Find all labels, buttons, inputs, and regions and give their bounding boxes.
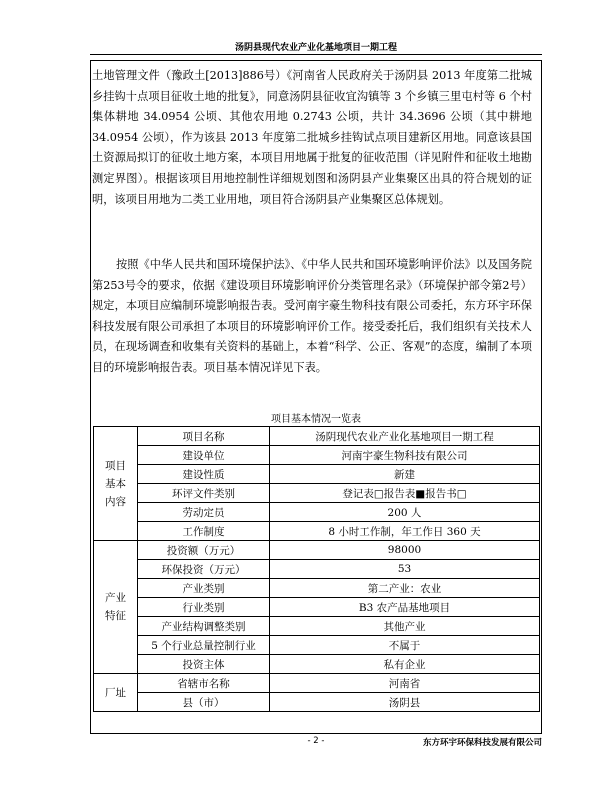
row-value: 不属于 <box>270 636 540 655</box>
row-label: 环评文件类别 <box>138 484 270 503</box>
row-value: 8 小时工作制，年工作日 360 天 <box>270 522 540 541</box>
row-value: 第二产业：农业 <box>270 579 540 598</box>
row-label: 省辖市名称 <box>138 674 270 693</box>
table-row <box>94 655 540 674</box>
page-header <box>90 38 542 55</box>
table-row <box>94 503 540 522</box>
row-value: 河南宇豪生物科技有限公司 <box>270 446 540 465</box>
row-value: 200 人 <box>270 503 540 522</box>
row-value: 登记表□报告表■报告书□ <box>270 484 540 503</box>
row-label: 县（市） <box>138 693 270 712</box>
group-label: 厂址 <box>94 674 138 712</box>
table-row <box>94 560 540 579</box>
row-value: 汤阴县 <box>270 693 540 712</box>
row-label: 建设性质 <box>138 465 270 484</box>
table-row <box>94 427 540 446</box>
row-label: 产业类别 <box>138 579 270 598</box>
table-row <box>94 674 540 693</box>
row-label: 建设单位 <box>138 446 270 465</box>
row-label: 劳动定员 <box>138 503 270 522</box>
table-row <box>94 636 540 655</box>
row-value: B3 农产品基地项目 <box>270 598 540 617</box>
table-row <box>94 484 540 503</box>
table-row <box>94 693 540 712</box>
table-row <box>94 541 540 560</box>
group-label: 产业 特征 <box>94 541 138 674</box>
table-row <box>94 522 540 541</box>
project-info-table <box>93 426 540 712</box>
row-label: 产业结构调整类别 <box>138 617 270 636</box>
footer-company: 东方环宇环保科技发展有限公司 <box>422 738 542 748</box>
table-row <box>94 617 540 636</box>
row-value: 其他产业 <box>270 617 540 636</box>
row-label: 项目名称 <box>138 427 270 446</box>
page-footer <box>90 734 542 748</box>
document-title: 汤阴县现代农业产业化基地项目一期工程 <box>234 43 397 53</box>
row-label: 5 个行业总量控制行业 <box>138 636 270 655</box>
row-value: 98000 <box>270 541 540 560</box>
paragraph-land-approval: 土地管理文件（豫政土[2013]886号）《河南省人民政府关于汤阴县 2013 年度第二批城乡挂钩十点项目征收土地的批复》，同意汤阴县征收宜沟镇等 3 个乡镇三里屯村等 6 个村集体耕地 34.0954 公顷、其他农用地 0.2743 公顷，共计 34.3696 公顷（其中耕地 34.0954 公顷），作为该县 2013 年度第二批城乡挂钩试点项目建新区用地。同意该县国土资源局拟订的征收土地方案，本项目用地属于批复的征收范围（详见附件和征收土地勘测定界图）。根据该项目用地控制性详细规划图和汤阴县产业集聚区出具的符合规划的证明，该项目用地为二类工业用地，项目符合汤阴县产业集聚区总体规划。 <box>92 69 532 206</box>
row-value: 河南省 <box>270 674 540 693</box>
row-label: 投资额（万元） <box>138 541 270 560</box>
row-value: 53 <box>270 560 540 579</box>
group-label: 项目 基本 内容 <box>94 427 138 541</box>
table-row <box>94 579 540 598</box>
table-row <box>94 465 540 484</box>
row-label: 投资主体 <box>138 655 270 674</box>
row-label: 环保投资（万元） <box>138 560 270 579</box>
paragraph-eia-basis: 按照《中华人民共和国环境保护法》、《中华人民共和国环境影响评价法》以及国务院第253号令的要求，依据《建设项目环境影响评价分类管理名录》（环境保护部令第2号）规定，本项目应编制环境影响报告表。受河南宇豪生物科技有限公司委托，东方环宇环保科技发展有限公司承担了本项目的环境影响评价工作。接受委托后，我们组织有关技术人员，在现场调查和收集有关资料的基础上，本着“科学、公正、客观”的态度，编制了本项目的环境影响报告表。项目基本情况详见下表。 <box>92 258 532 374</box>
table-row <box>94 598 540 617</box>
row-value: 汤阴现代农业产业化基地项目一期工程 <box>270 427 540 446</box>
row-label: 工作制度 <box>138 522 270 541</box>
table-caption: 项目基本情况一览表 <box>271 414 361 425</box>
row-value: 私有企业 <box>270 655 540 674</box>
table-row <box>94 446 540 465</box>
page-number: - 2 - <box>307 736 325 746</box>
row-label: 行业类别 <box>138 598 270 617</box>
row-value: 新建 <box>270 465 540 484</box>
